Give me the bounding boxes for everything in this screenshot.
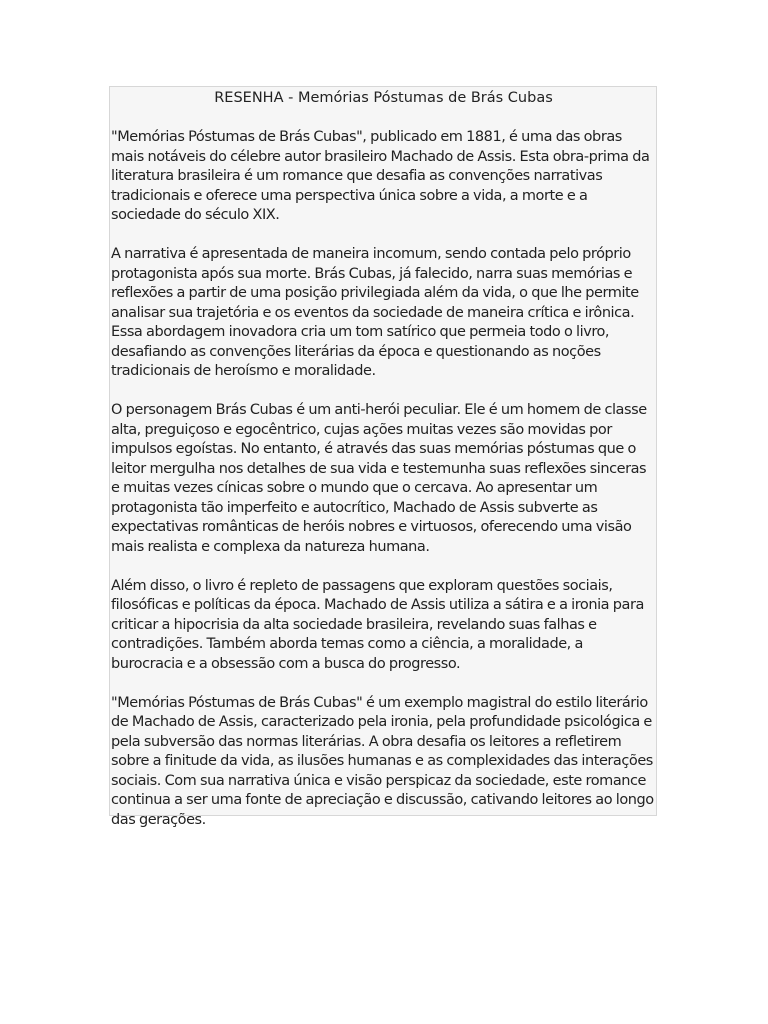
paragraph-conclusion: "Memórias Póstumas de Brás Cubas" é um exemplo magistral do estilo literário de Machado de Assis, caracterizado pela ironia, pela profundidade psicológica e pela subversão das normas literárias. A obra desafia os leitores a refletirem sobre a finitude da vida, as ilusões humanas e as complexidades das interações sociais. Com sua narrativa única e visão perspicaz da sociedade, este romance continua a ser uma fonte de apreciação e discussão, cativando leitores ao longo das gerações. xyxy=(111,694,654,828)
document-page xyxy=(109,86,657,828)
paragraph-character: O personagem Brás Cubas é um anti-herói peculiar. Ele é um homem de classe alta, preguiçoso e egocêntrico, cujas ações muitas vezes são movidas por impulsos egoístas. No entanto, é através das suas memórias póstumas que o leitor mergulha nos detalhes de sua vida e testemunha suas reflexões sinceras e muitas vezes cínicas sobre o mundo que o cercava. Ao apresentar um protagonista tão imperfeito e autocrítico, Machado de Assis subverte as expectativas românticas de heróis nobres e virtuosos, oferecendo uma visão mais realista e complexa da natureza humana. xyxy=(111,402,647,555)
paragraph-social-themes: Além disso, o livro é repleto de passagens que exploram questões sociais, filosóficas e políticas da época. Machado de Assis utiliza a sátira e a ironia para criticar a hipocrisia da alta sociedade brasileira, revelando suas falhas e contradições. Também aborda temas como a ciência, a moralidade, a burocracia e a obsessão com a busca do progresso. xyxy=(111,577,644,672)
paragraph-introduction: "Memórias Póstumas de Brás Cubas", publicado em 1881, é uma das obras mais notáveis do célebre autor brasileiro Machado de Assis. Esta obra-prima da literatura brasileira é um romance que desafia as convenções narrativas tradicionais e oferece uma perspectiva única sobre a vida, a morte e a sociedade do século XIX. xyxy=(111,129,650,223)
document-body xyxy=(111,128,656,830)
document-title: RESENHA - Memórias Póstumas de Brás Cubas xyxy=(214,90,553,106)
paragraph-narrative: A narrativa é apresentada de maneira incomum, sendo contada pelo próprio protagonista após sua morte. Brás Cubas, já falecido, narra suas memórias e reflexões a partir de uma posição privilegiada além da vida, o que lhe permite analisar sua trajetória e os eventos da sociedade de maneira crítica e irônica. Essa abordagem inovadora cria um tom satírico que permeia todo o livro, desafiando as convenções literárias da época e questionando as noções tradicionais de heroísmo e moralidade. xyxy=(111,246,639,379)
